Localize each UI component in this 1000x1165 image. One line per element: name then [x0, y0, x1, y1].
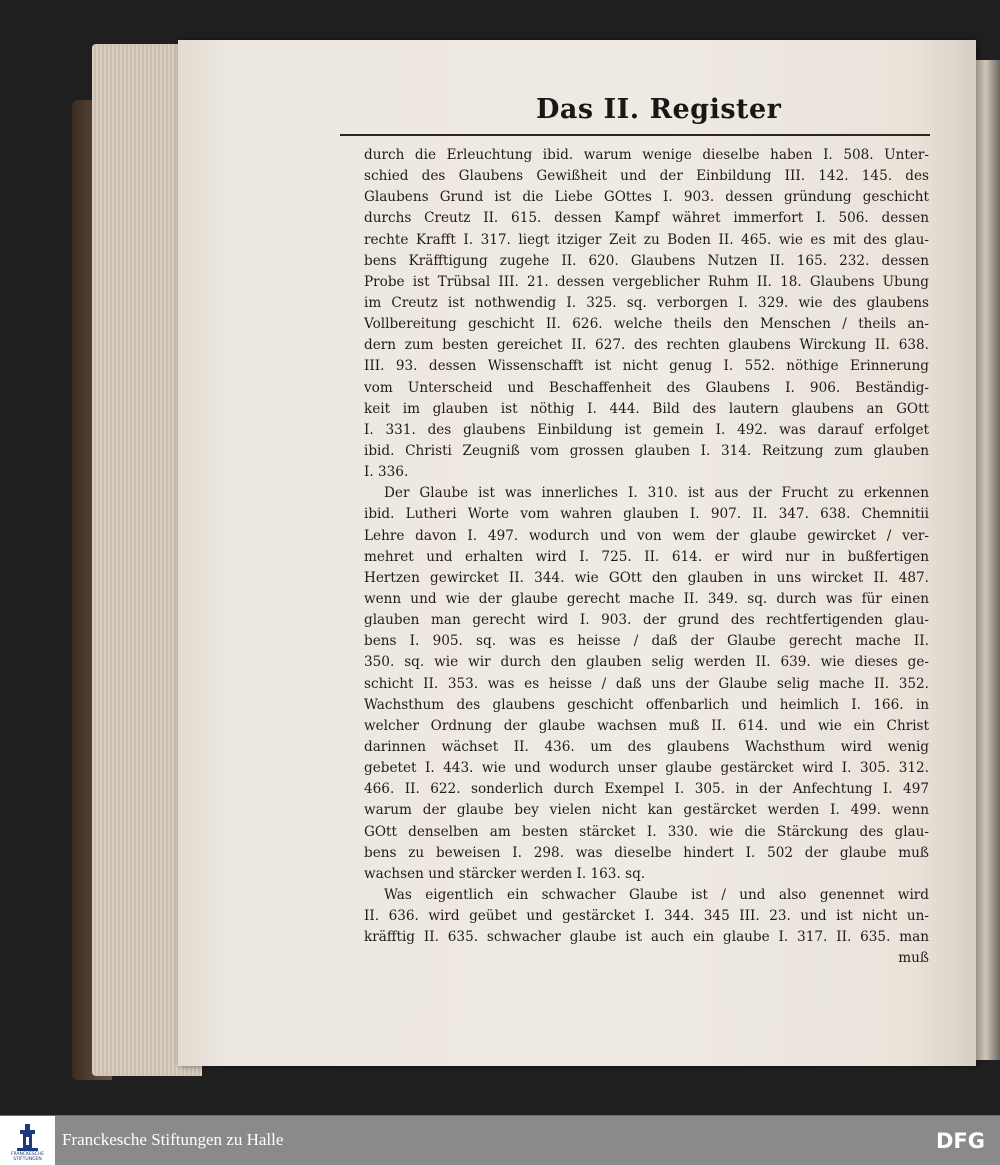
text-line: 466. II. 622. sonderlich durch Exempel I. 305. in der Anfechtung I. 497: [364, 781, 929, 798]
text-line: Wachsthum des glaubens geschicht offenbarlich und heimlich I. 166. in: [364, 696, 929, 713]
institution-name[interactable]: Franckesche Stiftungen zu Halle: [62, 1130, 284, 1149]
logo-text: [0, 1152, 55, 1162]
text-line: durch die Erleuchtung ibid. warum wenige dieselbe haben I. 508. Unter-: [364, 147, 929, 163]
text-line: bens I. 905. sq. was es heisse / daß der Glaube gerecht mache II.: [364, 633, 929, 650]
text-line: welcher Ordnung der glaube wachsen muß II. 614. und wie ein Christ: [364, 717, 929, 734]
logo-text-part: FRANCKESCHE: [10, 1152, 45, 1157]
text-line: glauben man gerecht wird I. 903. der grund des rechtfertigenden glau-: [364, 612, 929, 629]
text-line: warum der glaube bey vielen nicht kan gestärcket werden I. 499. wenn: [364, 802, 929, 819]
text-line: I. 331. des glaubens Einbildung ist gemein I. 492. was darauf erfolget: [364, 421, 929, 438]
text-line: Probe ist Trübsal III. 21. dessen vergeblicher Ruhm II. 18. Glaubens Ubung: [364, 273, 929, 290]
text-line: im Creutz ist nothwendig I. 325. sq. verborgen I. 329. wie des glaubens: [364, 294, 929, 311]
text-line: Was eigentlich ein schwacher Glaube ist / und also genennet wird: [384, 886, 929, 903]
text-line: gebetet I. 443. wie und wodurch unser glaube gestärcket wird I. 305. 312.: [364, 760, 929, 777]
logo-text-part: STIFTUNGEN: [13, 1157, 42, 1162]
text-line: wachsen und stärcker werden I. 163. sq.: [364, 865, 646, 882]
text-line: schicht II. 353. was es heisse / daß uns der Glaube selig mache II. 352.: [364, 675, 929, 692]
running-head: [340, 94, 930, 136]
footer-bar: [0, 1115, 1000, 1165]
text-line: Lehre davon I. 497. wodurch und von wem der glaube gewircket / ver-: [364, 527, 929, 544]
book-gutter: [976, 60, 1000, 1060]
text-line: kräfftig II. 635. schwacher glaube ist auch ein glaube I. 317. II. 635. man: [364, 929, 929, 946]
page-title: Das II. Register: [536, 94, 782, 125]
text-line: 350. sq. wie wir durch den glauben selig werden II. 639. wie dieses ge-: [364, 654, 929, 671]
register-text: [364, 145, 929, 969]
text-line: III. 93. dessen Wissenschafft ist nicht genug I. 552. nöthige Erinnerung: [364, 358, 929, 375]
text-line: Vollbereitung geschicht II. 626. welche theils den Menschen / theils an-: [364, 316, 929, 333]
text-line: ibid. Lutheri Worte vom wahren glauben I. 907. II. 347. 638. Chemnitii: [364, 506, 929, 523]
text-line: muß: [898, 950, 929, 967]
text-line: rechte Krafft I. 317. liegt itziger Zeit zu Boden II. 465. wie es mit des glau-: [364, 231, 929, 248]
head-rule: [340, 134, 930, 136]
text-line: keit im glauben ist nöthig I. 444. Bild des lautern glaubens an GOtt: [364, 400, 929, 417]
text-line: Der Glaube ist was innerliches I. 310. ist aus der Frucht zu erkennen: [384, 485, 929, 502]
text-line: bens zu beweisen I. 298. was dieselbe hindert I. 502 der glaube muß: [364, 844, 929, 861]
text-line: II. 636. wird geübet und gestärcket I. 344. 345 III. 23. und ist nicht un-: [364, 908, 929, 925]
text-line: Glaubens Grund ist die Liebe GOttes I. 903. dessen gründung geschicht: [364, 189, 929, 206]
text-line: ibid. Christi Zeugniß vom grossen glauben I. 314. Reitzung zum glauben: [364, 442, 929, 459]
dfg-logo[interactable]: DFG: [936, 1129, 986, 1153]
text-line: dern zum besten gereichet II. 627. des rechten glaubens Wirckung II. 638.: [364, 337, 929, 354]
text-line: vom Unterscheid und Beschaffenheit des Glaubens I. 906. Beständig-: [364, 379, 929, 396]
text-line: durchs Creutz II. 615. dessen Kampf währet immerfort I. 506. dessen: [364, 210, 929, 227]
text-line: darinnen wächset II. 436. um des glaubens Wachsthum wird wenig: [364, 738, 929, 755]
text-line: bens Kräfftigung zugehe II. 620. Glaubens Nutzen II. 165. 232. dessen: [364, 252, 929, 269]
text-line: I. 336.: [364, 464, 409, 481]
text-line: wenn und wie der glaube gerecht mache II. 349. sq. durch was für einen: [364, 590, 929, 607]
text-line: mehret und erhalten wird I. 725. II. 614. er wird nur in bußfertigen: [364, 548, 929, 565]
text-line: schied des Glaubens Gewißheit und der Einbildung III. 142. 145. des: [364, 168, 929, 185]
institution-emblem-icon: [13, 1122, 42, 1152]
text-line: Hertzen gewircket II. 344. wie GOtt den glauben in uns wircket II. 487.: [364, 569, 929, 586]
franckesche-logo[interactable]: [0, 1116, 55, 1165]
text-line: GOtt denselben am besten stärcket I. 330. wie die Stärckung des glau-: [364, 823, 929, 840]
